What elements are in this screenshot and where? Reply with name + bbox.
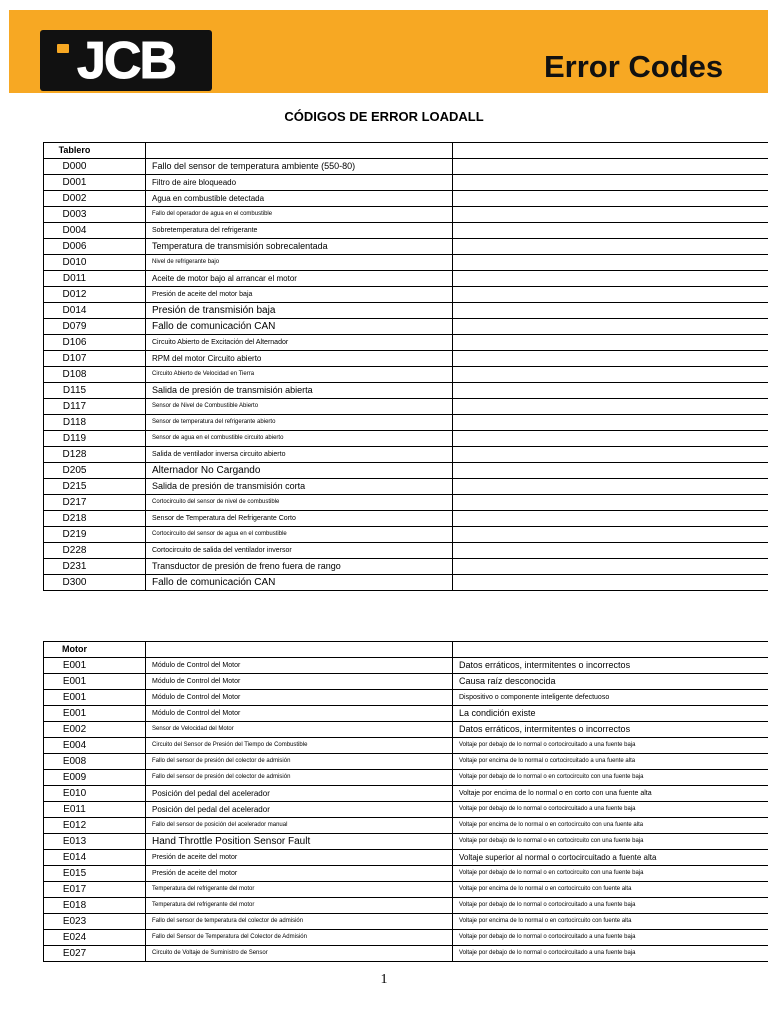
error-detail <box>453 415 768 431</box>
error-code: D205 <box>44 463 146 479</box>
error-description: Sensor de Nivel de Combustible Abierto <box>146 399 453 415</box>
error-code: D107 <box>44 351 146 367</box>
error-code: D231 <box>44 559 146 575</box>
error-detail <box>453 159 768 175</box>
error-code: D002 <box>44 191 146 207</box>
error-code: D006 <box>44 239 146 255</box>
table-row <box>44 431 768 447</box>
table-row <box>44 479 768 495</box>
error-detail <box>453 367 768 383</box>
table-row <box>44 383 768 399</box>
error-detail: Voltaje por debajo de lo normal o en cortocircuito con una fuente baja <box>453 770 768 786</box>
error-detail: Voltaje por encima de lo normal o en cortocircuito con una fuente alta <box>453 818 768 834</box>
error-code: E001 <box>44 690 146 706</box>
table-row <box>44 882 768 898</box>
error-code: E017 <box>44 882 146 898</box>
table-row <box>44 738 768 754</box>
error-code: D215 <box>44 479 146 495</box>
error-code: D300 <box>44 575 146 591</box>
error-code: D079 <box>44 319 146 335</box>
error-detail <box>453 431 768 447</box>
table-row <box>44 722 768 738</box>
logo-mark-icon <box>57 44 69 53</box>
jcb-logo <box>40 30 212 91</box>
error-code: E001 <box>44 674 146 690</box>
error-description: Fallo de comunicación CAN <box>146 575 453 591</box>
error-description: Hand Throttle Position Sensor Fault <box>146 834 453 850</box>
table-row <box>44 303 768 319</box>
table-row <box>44 786 768 802</box>
error-code: D010 <box>44 255 146 271</box>
table-header-row <box>44 143 768 159</box>
error-description: Sensor de Temperatura del Refrigerante Corto <box>146 511 453 527</box>
error-detail: Voltaje por debajo de lo normal o cortocircuitado a una fuente baja <box>453 898 768 914</box>
error-detail <box>453 383 768 399</box>
table-row <box>44 930 768 946</box>
error-detail <box>453 335 768 351</box>
error-detail: Datos erráticos, intermitentes o incorrectos <box>453 658 768 674</box>
table-row <box>44 351 768 367</box>
table-row <box>44 287 768 303</box>
table-row <box>44 898 768 914</box>
table-row <box>44 415 768 431</box>
error-description: Transductor de presión de freno fuera de rango <box>146 559 453 575</box>
error-description: Fallo de comunicación CAN <box>146 319 453 335</box>
error-description: Temperatura de transmisión sobrecalentada <box>146 239 453 255</box>
error-detail <box>453 559 768 575</box>
error-detail <box>453 175 768 191</box>
error-code: D118 <box>44 415 146 431</box>
banner-title: Error Codes <box>544 49 724 84</box>
table-row <box>44 463 768 479</box>
error-code: D228 <box>44 543 146 559</box>
error-description: Módulo de Control del Motor <box>146 674 453 690</box>
error-description: Fallo del Sensor de Temperatura del Colector de Admisión <box>146 930 453 946</box>
error-description: Módulo de Control del Motor <box>146 658 453 674</box>
table-row <box>44 511 768 527</box>
error-description: Fallo del sensor de presión del colector de admisión <box>146 754 453 770</box>
error-detail <box>453 479 768 495</box>
error-description: Fallo del sensor de posición del acelerador manual <box>146 818 453 834</box>
header-cell-description <box>146 143 453 159</box>
error-code: E023 <box>44 914 146 930</box>
error-code: E014 <box>44 850 146 866</box>
error-description: Cortocircuito del sensor de nivel de combustible <box>146 495 453 511</box>
page-number: 1 <box>380 972 388 987</box>
table-row <box>44 658 768 674</box>
error-description: Fallo del operador de agua en el combustible <box>146 207 453 223</box>
error-code: E010 <box>44 786 146 802</box>
error-description: Fallo del sensor de temperatura del colector de admisión <box>146 914 453 930</box>
table-row <box>44 770 768 786</box>
table-row <box>44 207 768 223</box>
error-code: E004 <box>44 738 146 754</box>
table-row <box>44 367 768 383</box>
error-description: Salida de ventilador inversa circuito abierto <box>146 447 453 463</box>
error-code: E002 <box>44 722 146 738</box>
error-detail <box>453 511 768 527</box>
table-row <box>44 866 768 882</box>
error-detail: La condición existe <box>453 706 768 722</box>
table-row <box>44 399 768 415</box>
header-cell-detail <box>453 143 768 159</box>
table-row <box>44 946 768 962</box>
error-code: E001 <box>44 658 146 674</box>
error-detail: Causa raíz desconocida <box>453 674 768 690</box>
error-description: Circuito Abierto de Excitación del Alternador <box>146 335 453 351</box>
error-description: Presión de aceite del motor <box>146 850 453 866</box>
table-section-header: Motor <box>44 642 146 658</box>
error-code: D000 <box>44 159 146 175</box>
table-row <box>44 850 768 866</box>
error-description: Agua en combustible detectada <box>146 191 453 207</box>
error-detail <box>453 239 768 255</box>
error-code: D012 <box>44 287 146 303</box>
error-detail: Voltaje por encima de lo normal o en cortocircuito con fuente alta <box>453 882 768 898</box>
error-description: Módulo de Control del Motor <box>146 706 453 722</box>
table-row <box>44 239 768 255</box>
error-description: Módulo de Control del Motor <box>146 690 453 706</box>
table-row <box>44 175 768 191</box>
error-detail <box>453 399 768 415</box>
error-detail <box>453 191 768 207</box>
error-detail: Voltaje por debajo de lo normal o en cortocircuito con una fuente baja <box>453 834 768 850</box>
error-description: Presión de aceite del motor baja <box>146 287 453 303</box>
error-detail: Voltaje por debajo de lo normal o cortocircuitado a una fuente baja <box>453 738 768 754</box>
error-description: Sobretemperatura del refrigerante <box>146 223 453 239</box>
error-code: D219 <box>44 527 146 543</box>
header-cell-detail <box>453 642 768 658</box>
error-code: E024 <box>44 930 146 946</box>
error-detail <box>453 527 768 543</box>
error-code: D128 <box>44 447 146 463</box>
error-description: Circuito del Sensor de Presión del Tiempo de Combustible <box>146 738 453 754</box>
table-header-row <box>44 642 768 658</box>
error-description: Sensor de agua en el combustible circuito abierto <box>146 431 453 447</box>
error-code: D115 <box>44 383 146 399</box>
error-code: E018 <box>44 898 146 914</box>
error-detail <box>453 447 768 463</box>
error-description: Sensor de Velocidad del Motor <box>146 722 453 738</box>
table-row <box>44 527 768 543</box>
error-code: D218 <box>44 511 146 527</box>
error-description: Filtro de aire bloqueado <box>146 175 453 191</box>
error-code: E027 <box>44 946 146 962</box>
table-section-header: Tablero <box>44 143 146 159</box>
error-description: Fallo del sensor de temperatura ambiente (550-80) <box>146 159 453 175</box>
error-description: Temperatura del refrigerante del motor <box>146 882 453 898</box>
table-row <box>44 159 768 175</box>
error-description: Cortocircuito del sensor de agua en el combustible <box>146 527 453 543</box>
error-code: E001 <box>44 706 146 722</box>
error-description: Circuito Abierto de Velocidad en Tierra <box>146 367 453 383</box>
table-row <box>44 319 768 335</box>
error-detail: Voltaje por debajo de lo normal o cortocircuitado a una fuente baja <box>453 802 768 818</box>
error-code: E013 <box>44 834 146 850</box>
error-code: E011 <box>44 802 146 818</box>
error-code: D003 <box>44 207 146 223</box>
error-code: E009 <box>44 770 146 786</box>
error-description: Presión de transmisión baja <box>146 303 453 319</box>
error-code: D108 <box>44 367 146 383</box>
error-detail: Datos erráticos, intermitentes o incorrectos <box>453 722 768 738</box>
error-code: D014 <box>44 303 146 319</box>
table-row <box>44 271 768 287</box>
error-detail <box>453 287 768 303</box>
error-detail: Voltaje por debajo de lo normal o cortocircuitado a una fuente baja <box>453 946 768 962</box>
error-code: D011 <box>44 271 146 287</box>
table-row <box>44 802 768 818</box>
error-description: Alternador No Cargando <box>146 463 453 479</box>
error-description: Aceite de motor bajo al arrancar el motor <box>146 271 453 287</box>
table-row <box>44 834 768 850</box>
error-detail <box>453 543 768 559</box>
error-description: Presión de aceite del motor <box>146 866 453 882</box>
table-row <box>44 914 768 930</box>
table-row <box>44 255 768 271</box>
error-description: Temperatura del refrigerante del motor <box>146 898 453 914</box>
error-detail <box>453 255 768 271</box>
table-row <box>44 690 768 706</box>
table-row <box>44 706 768 722</box>
error-detail: Voltaje por encima de lo normal o en corto con una fuente alta <box>453 786 768 802</box>
error-description: Nivel de refrigerante bajo <box>146 255 453 271</box>
error-code: E015 <box>44 866 146 882</box>
error-detail: Dispositivo o componente inteligente defectuoso <box>453 690 768 706</box>
error-description: Sensor de temperatura del refrigerante abierto <box>146 415 453 431</box>
error-description: Posición del pedal del acelerador <box>146 802 453 818</box>
error-detail <box>453 463 768 479</box>
error-detail <box>453 351 768 367</box>
error-description: RPM del motor Circuito abierto <box>146 351 453 367</box>
error-detail: Voltaje por encima de lo normal o en cortocircuito con fuente alta <box>453 914 768 930</box>
table-row <box>44 495 768 511</box>
engine-codes-table <box>43 641 768 962</box>
table-row <box>44 818 768 834</box>
error-description: Cortocircuito de salida del ventilador inversor <box>146 543 453 559</box>
table-row <box>44 191 768 207</box>
error-description: Fallo del sensor de presión del colector de admisión <box>146 770 453 786</box>
error-detail <box>453 303 768 319</box>
error-code: E012 <box>44 818 146 834</box>
error-detail <box>453 223 768 239</box>
table-row <box>44 674 768 690</box>
error-description: Salida de presión de transmisión abierta <box>146 383 453 399</box>
error-code: D004 <box>44 223 146 239</box>
table-row <box>44 223 768 239</box>
error-detail: Voltaje superior al normal o cortocircuitado a fuente alta <box>453 850 768 866</box>
error-detail <box>453 495 768 511</box>
table-row <box>44 335 768 351</box>
error-detail <box>453 207 768 223</box>
table-row <box>44 754 768 770</box>
error-detail: Voltaje por encima de lo normal o cortocircuitado a una fuente alta <box>453 754 768 770</box>
logo-text: JCB <box>76 31 176 90</box>
error-description: Circuito de Voltaje de Suministro de Sensor <box>146 946 453 962</box>
error-detail <box>453 271 768 287</box>
error-code: E008 <box>44 754 146 770</box>
error-description: Salida de presión de transmisión corta <box>146 479 453 495</box>
error-code: D117 <box>44 399 146 415</box>
error-description: Posición del pedal del acelerador <box>146 786 453 802</box>
error-detail: Voltaje por debajo de lo normal o en cortocircuito con una fuente baja <box>453 866 768 882</box>
table-row <box>44 575 768 591</box>
dashboard-codes-table <box>43 142 768 591</box>
error-detail <box>453 575 768 591</box>
error-code: D001 <box>44 175 146 191</box>
error-code: D119 <box>44 431 146 447</box>
error-code: D217 <box>44 495 146 511</box>
table-row <box>44 447 768 463</box>
error-detail <box>453 319 768 335</box>
error-detail: Voltaje por debajo de lo normal o cortocircuitado a una fuente baja <box>453 930 768 946</box>
table-row <box>44 559 768 575</box>
table-row <box>44 543 768 559</box>
document-title: CÓDIGOS DE ERROR LOADALL <box>284 109 484 124</box>
header-cell-description <box>146 642 453 658</box>
error-code: D106 <box>44 335 146 351</box>
